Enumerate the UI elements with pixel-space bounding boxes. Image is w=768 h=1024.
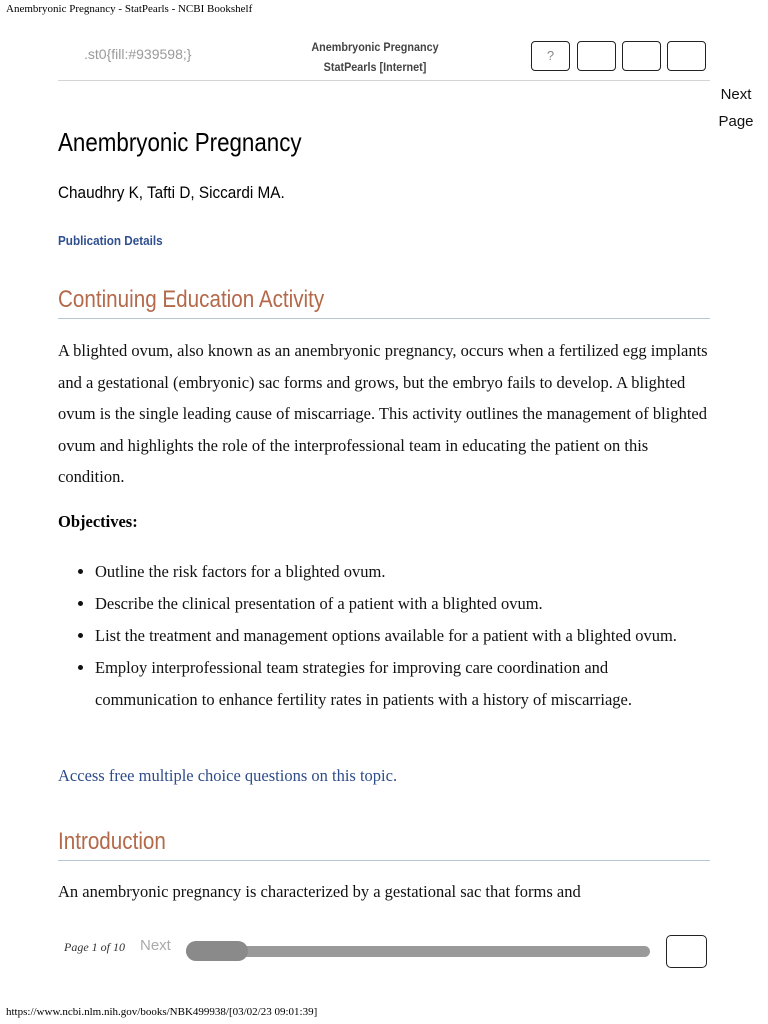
ce-paragraph: A blighted ovum, also known as an anembryonic pregnancy, occurs when a fertilized egg implants and a gestational (embryonic) sac forms and grows, but the embryo fails to develop. A blighted ovum is the single leading cause of miscarriage. This activity outlines the management of blighted ovum and highlights the role of the interprofessional team in educating the patient on this condition. xyxy=(58,341,708,486)
toolbar-button-2[interactable] xyxy=(577,41,616,71)
page-title: Anembryonic Pregnancy xyxy=(58,127,302,157)
logo-fallback-text: .st0{fill:#939598;} xyxy=(84,46,192,62)
section-heading-intro: Introduction xyxy=(58,828,166,855)
intro-paragraph: An anembryonic pregnancy is characterized by a gestational sac that forms and xyxy=(58,882,581,901)
next-page-label-line2: Page xyxy=(718,113,754,130)
print-footer-url: https://www.ncbi.nlm.nih.gov/books/NBK499938/[03/02/23 09:01:39] xyxy=(6,1006,318,1018)
author-list: Chaudhry K, Tafti D, Siccardi MA. xyxy=(58,183,285,202)
list-item: • Employ interprofessional team strategies for improving care coordination and communication to enhance fertility rates in patients with a history of miscarriage. xyxy=(95,652,710,716)
section-divider xyxy=(58,318,710,319)
next-page-label-line1: Next xyxy=(720,86,752,103)
publication-details-link[interactable]: Publication Details xyxy=(58,233,163,248)
book-title-block xyxy=(290,37,461,77)
objectives-list xyxy=(58,556,710,716)
section-heading-ce: Continuing Education Activity xyxy=(58,286,325,313)
header-divider xyxy=(58,80,710,81)
section-divider xyxy=(58,860,710,861)
page-indicator: Page 1 of 10 xyxy=(64,940,125,954)
next-page-link[interactable] xyxy=(712,81,760,135)
print-header: Anembryonic Pregnancy - StatPearls - NCBI Bookshelf xyxy=(6,3,253,15)
pager-button[interactable] xyxy=(666,935,707,968)
list-item: • Describe the clinical presentation of a patient with a blighted ovum. xyxy=(95,588,710,620)
page-slider-thumb[interactable] xyxy=(186,941,248,961)
page-slider-track[interactable] xyxy=(186,946,650,957)
pager-next-link[interactable]: Next xyxy=(140,937,171,954)
mcq-link[interactable]: Access free multiple choice questions on this topic. xyxy=(58,766,398,785)
toolbar-button-4[interactable] xyxy=(667,41,706,71)
list-item: • Outline the risk factors for a blighted ovum. xyxy=(95,556,710,588)
book-title: Anembryonic Pregnancy xyxy=(311,40,439,54)
toolbar-button-3[interactable] xyxy=(622,41,661,71)
help-button[interactable]: ? xyxy=(531,41,570,71)
list-item: • List the treatment and management options available for a patient with a blighted ovum. xyxy=(95,620,710,652)
objectives-label: Objectives: xyxy=(58,512,138,531)
book-series: StatPearls [Internet] xyxy=(323,60,427,74)
